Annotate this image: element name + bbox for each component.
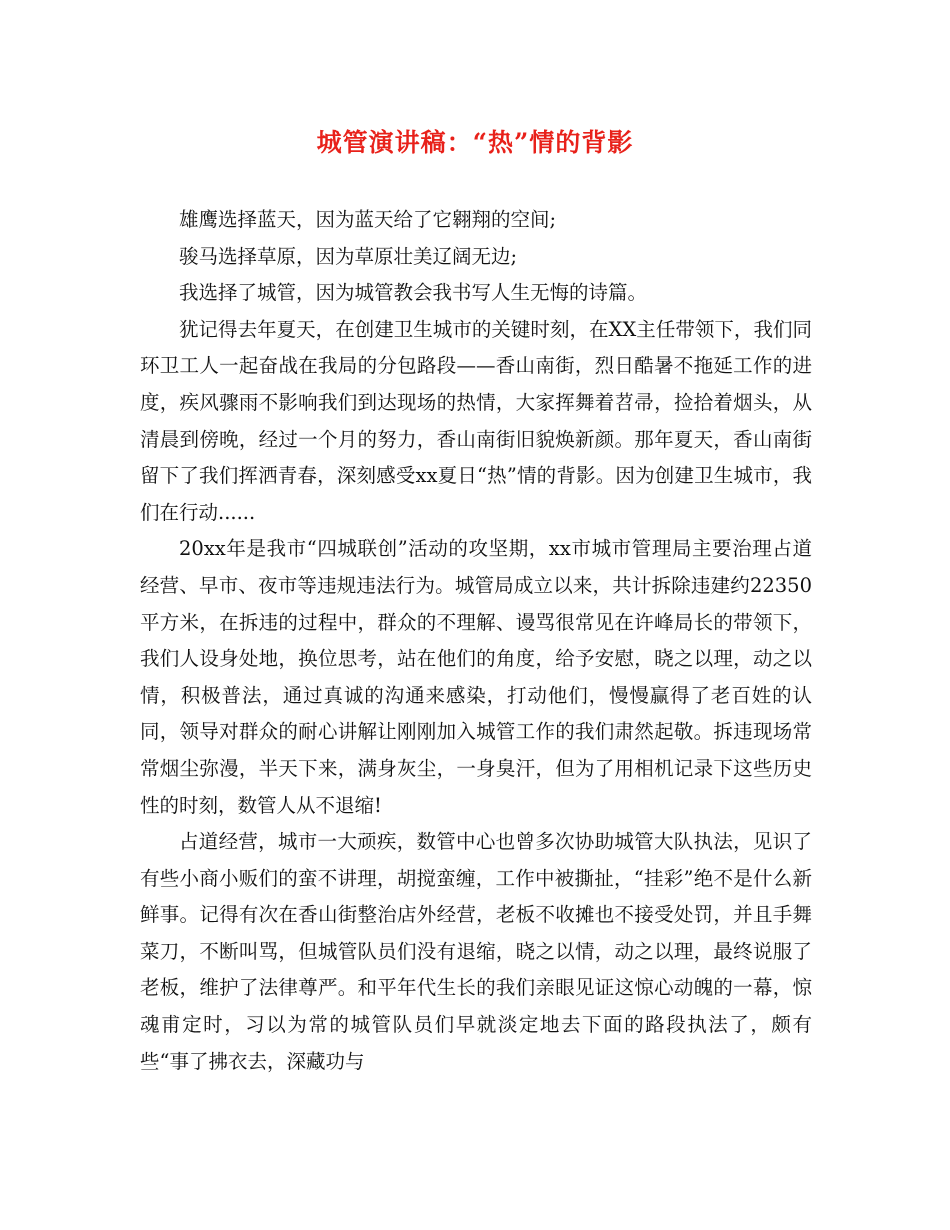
paragraph-6: 占道经营，城市一大顽疾，数管中心也曾多次协助城管大队执法，见识了有些小商小贩们的蛮不讲理，胡搅蛮缠，工作中被撕扯，“挂彩”绝不是什么新鲜事。记得有次在香山街整治店外经营，老板不收摊也不接受处罚，并且手舞菜刀，不断叫骂，但城管队员们没有退缩，晓之以情，动之以理，最终说服了老板，维护了法律尊严。和平年代生长的我们亲眼见证这惊心动魄的一幕，惊魂甫定时，习以为常的城管队员们早就淡定地去下面的路段执法了，颇有些“事了拂衣去，深藏功与 [140,830,812,1073]
document-title: 城管演讲稿：“热”情的背影 [316,128,634,157]
paragraph-1: 雄鹰选择蓝天，因为蓝天给了它翱翔的空间; [179,208,557,231]
paragraph-3: 我选择了城管，因为城管教会我书写人生无悔的诗篇。 [179,281,648,305]
paragraph-2: 骏马选择草原，因为草原壮美辽阔无边; [179,244,518,268]
paragraph-5: 20xx年是我市“四城联创”活动的攻坚期，xx市城市管理局主要治理占道经营、早市、夜市等违规违法行为。城管局成立以来，共计拆除违建约22350平方米，在拆违的过程中，群众的不理解、谩骂很常见在许峰局长的带领下，我们人设身处地，换位思考，站在他们的角度，给予安慰，晓之以理，动之以情，积极普法，通过真诚的沟通来感染，打动他们，慢慢赢得了老百姓的认同，领导对群众的耐心讲解让刚刚加入城管工作的我们肃然起敬。拆违现场常常烟尘弥漫，半天下来，满身灰尘，一身臭汗，但为了用相机记录下这些历史性的时刻，数管人从不退缩! [140,537,812,817]
document-body [140,202,812,1080]
paragraph-4: 犹记得去年夏天，在创建卫生城市的关键时刻，在XX主任带领下，我们同环卫工人一起奋战在我局的分包路段——香山南街，烈日酷暑不拖延工作的进度，疾风骤雨不影响我们到达现场的热情，大家挥舞着苕帚，捡拾着烟头，从清晨到傍晚，经过一个月的努力，香山南街旧貌焕新颜。那年夏天，香山南街留下了我们挥洒青春，深刻感受xx夏日“热”情的背影。因为创建卫生城市，我们在行动...... [140,317,812,524]
